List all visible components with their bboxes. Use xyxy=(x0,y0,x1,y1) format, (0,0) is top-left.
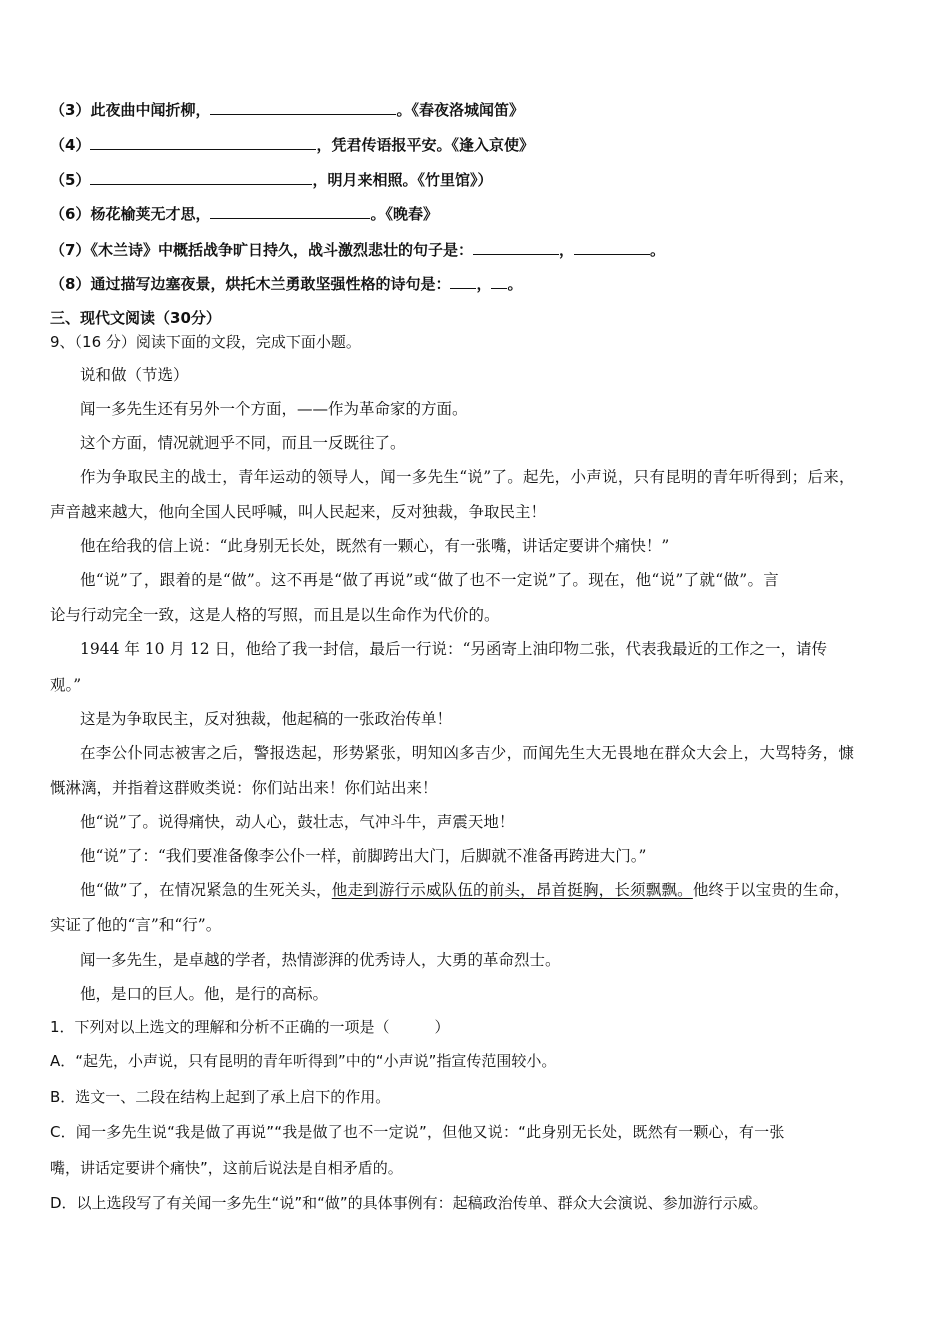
passage-paragraph-cont: 实证了他的“言”和“行”。 xyxy=(50,916,222,934)
passage-paragraph-cont: 论与行动完全一致，这是人格的写照，而且是以生命作为代价的。 xyxy=(50,606,500,624)
passage-paragraph-cont: 观。” xyxy=(50,676,82,694)
passage-paragraph: 他，是口的巨人。他，是行的高标。 xyxy=(80,985,329,1003)
passage-paragraph: 作为争取民主的战士，青年运动的领导人，闻一多先生“说”了。起先，小声说，只有昆明的青年听得到；后来， xyxy=(80,468,855,486)
section-title: 三、现代文阅读（30分） xyxy=(50,309,221,327)
fill-item-8: （8）通过描写边塞夜景，烘托木兰勇敢坚强性格的诗句是： ， 。 xyxy=(50,275,523,293)
mcq-stem: 1．下列对以上选文的理解和分析不正确的一项是（ ） xyxy=(50,1018,450,1036)
passage-paragraph: 他“说”了：“我们要准备像李公仆一样，前脚跨出大门，后脚就不准备再跨进大门。” xyxy=(80,847,647,865)
question-intro: 9、（16 分）阅读下面的文段，完成下面小题。 xyxy=(50,333,361,351)
mcq-option-b[interactable]: B．选文一、二段在结构上起到了承上启下的作用。 xyxy=(50,1088,391,1106)
answer-blank[interactable] xyxy=(90,170,312,185)
passage-paragraph: 闻一多先生，是卓越的学者，热情澎湃的优秀诗人，大勇的革命烈士。 xyxy=(80,951,561,969)
answer-blank[interactable] xyxy=(450,274,476,289)
passage-paragraph: 在李公仆同志被害之后，警报迭起，形势紧张，明知凶多吉少，而闻先生大无畏地在群众大会上，大骂特务，慷 xyxy=(80,744,855,762)
passage-paragraph: 他“说”了，跟着的是“做”。这不再是“做了再说”或“做了也不一定说”了。现在，他“说”了就“做”。言 xyxy=(80,571,780,589)
fill-item-5: （5） ，明月来相照。《竹里馆》） xyxy=(50,171,493,189)
mcq-option-a[interactable]: A．“起先，小声说，只有昆明的青年听得到”中的“小声说”指宣传范围较小。 xyxy=(50,1052,557,1070)
fill-item-6: （6）杨花榆荚无才思， 。《晚春》 xyxy=(50,205,438,223)
passage-paragraph-cont: 声音越来越大，他向全国人民呼喊，叫人民起来，反对独裁，争取民主！ xyxy=(50,503,547,521)
answer-blank[interactable] xyxy=(574,240,650,255)
answer-blank[interactable] xyxy=(473,240,559,255)
passage-paragraph: 他“说”了。说得痛快，动人心，鼓壮志，气冲斗牛，声震天地！ xyxy=(80,813,515,831)
answer-blank[interactable] xyxy=(210,100,396,115)
passage-paragraph: 他“做”了，在情况紧急的生死关头，他走到游行示威队伍的前头，昂首挺胸，长须飘飘。他终于以宝贵的生命， xyxy=(80,881,850,899)
answer-blank[interactable] xyxy=(90,135,316,150)
passage-title: 说和做（节选） xyxy=(80,366,189,384)
answer-blank[interactable] xyxy=(491,274,507,289)
answer-blank[interactable] xyxy=(210,204,370,219)
mcq-option-d[interactable]: D．以上选段写了有关闻一多先生“说”和“做”的具体事例有：起稿政治传单、群众大会演说、参加游行示威。 xyxy=(50,1194,768,1212)
underlined-sentence: 他走到游行示威队伍的前头，昂首挺胸，长须飘飘。 xyxy=(331,881,693,899)
passage-paragraph: 闻一多先生还有另外一个方面，——作为革命家的方面。 xyxy=(80,400,468,418)
mcq-option-c-cont: 嘴，讲话定要讲个痛快”，这前后说法是自相矛盾的。 xyxy=(50,1159,403,1177)
fill-item-7: （7）《木兰诗》中概括战争旷日持久，战斗激烈悲壮的句子是： ， 。 xyxy=(50,241,665,259)
passage-paragraph: 他在给我的信上说：“此身别无长处，既然有一颗心，有一张嘴，讲话定要讲个痛快！” xyxy=(80,537,670,555)
passage-paragraph: 这个方面，情况就迥乎不同，而且一反既往了。 xyxy=(80,434,406,452)
passage-paragraph: 1944 年 10 月 12 日，他给了我一封信，最后一行说：“另函寄上油印物二张，代表我最近的工作之一，请传 xyxy=(80,640,827,658)
fill-item-4: （4） ，凭君传语报平安。《逢入京使》 xyxy=(50,136,534,154)
fill-item-3: （3）此夜曲中闻折柳， 。《春夜洛城闻笛》 xyxy=(50,101,524,119)
mcq-option-c[interactable]: C．闻一多先生说“我是做了再说”“我是做了也不一定说”，但他又说：“此身别无长处，既然有一颗心，有一张 xyxy=(50,1123,785,1141)
passage-paragraph: 这是为争取民主，反对独裁，他起稿的一张政治传单！ xyxy=(80,710,453,728)
passage-paragraph-cont: 慨淋漓，并指着这群败类说：你们站出来！你们站出来！ xyxy=(50,779,438,797)
